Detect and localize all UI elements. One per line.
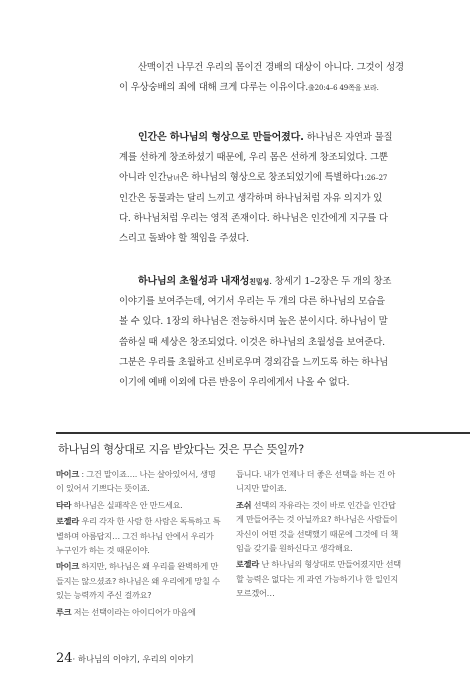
running-title: 하나님의 이야기, 우리의 이야기 — [77, 654, 194, 664]
speaker-name: 마이크 — [56, 561, 79, 572]
text-line: 이야기를 보여주는데, 여기서 우리는 두 개의 다른 하나님의 모습을 — [119, 296, 385, 308]
speaker-name: 마이크 — [56, 469, 79, 479]
dialogue-item — [236, 467, 402, 496]
dialogue-item — [236, 498, 402, 556]
page-number: 24 — [56, 651, 73, 666]
dialogue-text: 듭니다. 내가 언제나 더 좋은 선택을 하는 건 아니지만 말이죠. — [236, 469, 396, 494]
text-line: 이 우상숭배의 죄에 대해 크게 다루는 이유이다.출20:4–6 49쪽을 보라. — [119, 82, 379, 94]
speaker-name: 로젤라 — [236, 559, 259, 570]
text-line: 계를 선하게 창조하셨기 때문에, 우리 몸은 선하게 창조되었다. 그뿐 — [119, 152, 388, 164]
dialogue-item — [56, 467, 222, 496]
discussion-column-right — [236, 467, 402, 603]
text-line: 볼 수 있다. 1장의 하나님은 전능하시며 높은 분이시다. 하나님이 말 — [119, 316, 388, 328]
dialogue-text: 저는 선택이라는 아이디어가 마음에 — [71, 606, 196, 617]
dialogue-text: : 그건 말이죠…. 나는 살아있어서, 생명이 있어서 기쁘다는 뜻이죠. — [56, 469, 216, 494]
text-line: 하나님의 초월성과 내재성친밀성. 창세기 1–2장은 두 개의 창조 — [138, 276, 392, 287]
body-paragraph-image-of-god — [119, 128, 405, 249]
dialogue-item — [56, 498, 222, 512]
page-footer — [56, 651, 194, 666]
footer-separator: · — [72, 654, 76, 664]
dialogue-item — [236, 557, 402, 600]
body-paragraph-idols — [119, 58, 405, 98]
text-line: 다. 하나님처럼 우리는 영적 존재이다. 하나님은 인간에게 지구를 다 — [119, 212, 388, 224]
scripture-reference: 출20:4–6 49쪽을 보라. — [308, 84, 379, 93]
text-line: 인간은 하나님의 형상으로 만들어졌다. 하나님은 자연과 물질 — [138, 132, 393, 143]
dialogue-text: 하지만, 하나님은 왜 우리를 완벽하게 만들지는 않으셨죠? 하나님은 왜 우리에게 망칠 수 있는 능력까지 주신 걸까요? — [56, 561, 220, 601]
text-line: 그분은 우리를 초월하고 신비로우며 경외감을 느끼도록 하는 하나님 — [119, 356, 389, 368]
dialogue-item — [56, 559, 222, 602]
dialogue-text: 우리 각자 한 사람 한 사람은 독특하고 특별하며 아름답지… 그건 하나님 안에서 우리가 누구인가 하는 것 때문이야. — [56, 516, 221, 556]
dialogue-item — [56, 605, 222, 619]
inline-note: 남녀 — [166, 174, 180, 183]
text-line: 산맥이건 나무건 우리의 몸이건 경배의 대상이 아니다. 그것이 성경 — [138, 62, 404, 73]
section-divider — [56, 432, 470, 434]
text-line: 인간은 동물과는 달리 느끼고 생각하며 하나님처럼 자유 의지가 있 — [119, 192, 383, 204]
scripture-reference: 1:26–27 — [360, 174, 388, 183]
dialogue-text: 선택의 자유라는 것이 바로 인간을 인간답게 만들어주는 것 아닐까요? 하나님은 사람들이 자신이 어떤 것을 선택했기 때문에 그것에 더 책임을 갖기를 원하신다고 생각해요. — [236, 499, 398, 554]
speaker-name: 타라 — [56, 499, 72, 510]
paragraph-lead: 인간은 하나님의 형상으로 만들어졌다. — [138, 132, 304, 143]
text-line: 이기에 예배 이외에 다른 반응이 우리에게서 나올 수 없다. — [119, 377, 350, 389]
text-line: 스리고 돌봐야 할 책임을 주셨다. — [119, 233, 249, 245]
dialogue-text: 하나님은 실패작은 안 만드세요. — [71, 499, 183, 510]
speaker-name: 조쉬 — [236, 499, 252, 510]
paragraph-lead: 하나님의 초월성과 내재성 — [138, 276, 250, 287]
body-paragraph-transcendence — [119, 272, 405, 393]
dialogue-text: 난 하나님의 형상대로 만들어졌지만 선택할 능력은 없다는 게 과연 가능하기나 한 일인지 모르겠어… — [236, 559, 401, 599]
discussion-column-left — [56, 467, 222, 621]
dialogue-item — [56, 514, 222, 557]
speaker-name: 로젤라 — [56, 516, 79, 527]
discussion-title: 하나님의 형상대로 지음 받았다는 것은 무슨 뜻일까? — [58, 443, 304, 456]
text-line: 아니라 인간남녀은 하나님의 형상으로 창조되었기에 특별하다1:26–27 — [119, 172, 388, 184]
speaker-name: 루크 — [56, 606, 72, 617]
text-line: 씀하실 때 세상은 창조되었다. 이것은 하나님의 초월성을 보여준다. — [119, 336, 385, 348]
inline-note: 친밀성 — [249, 278, 270, 286]
